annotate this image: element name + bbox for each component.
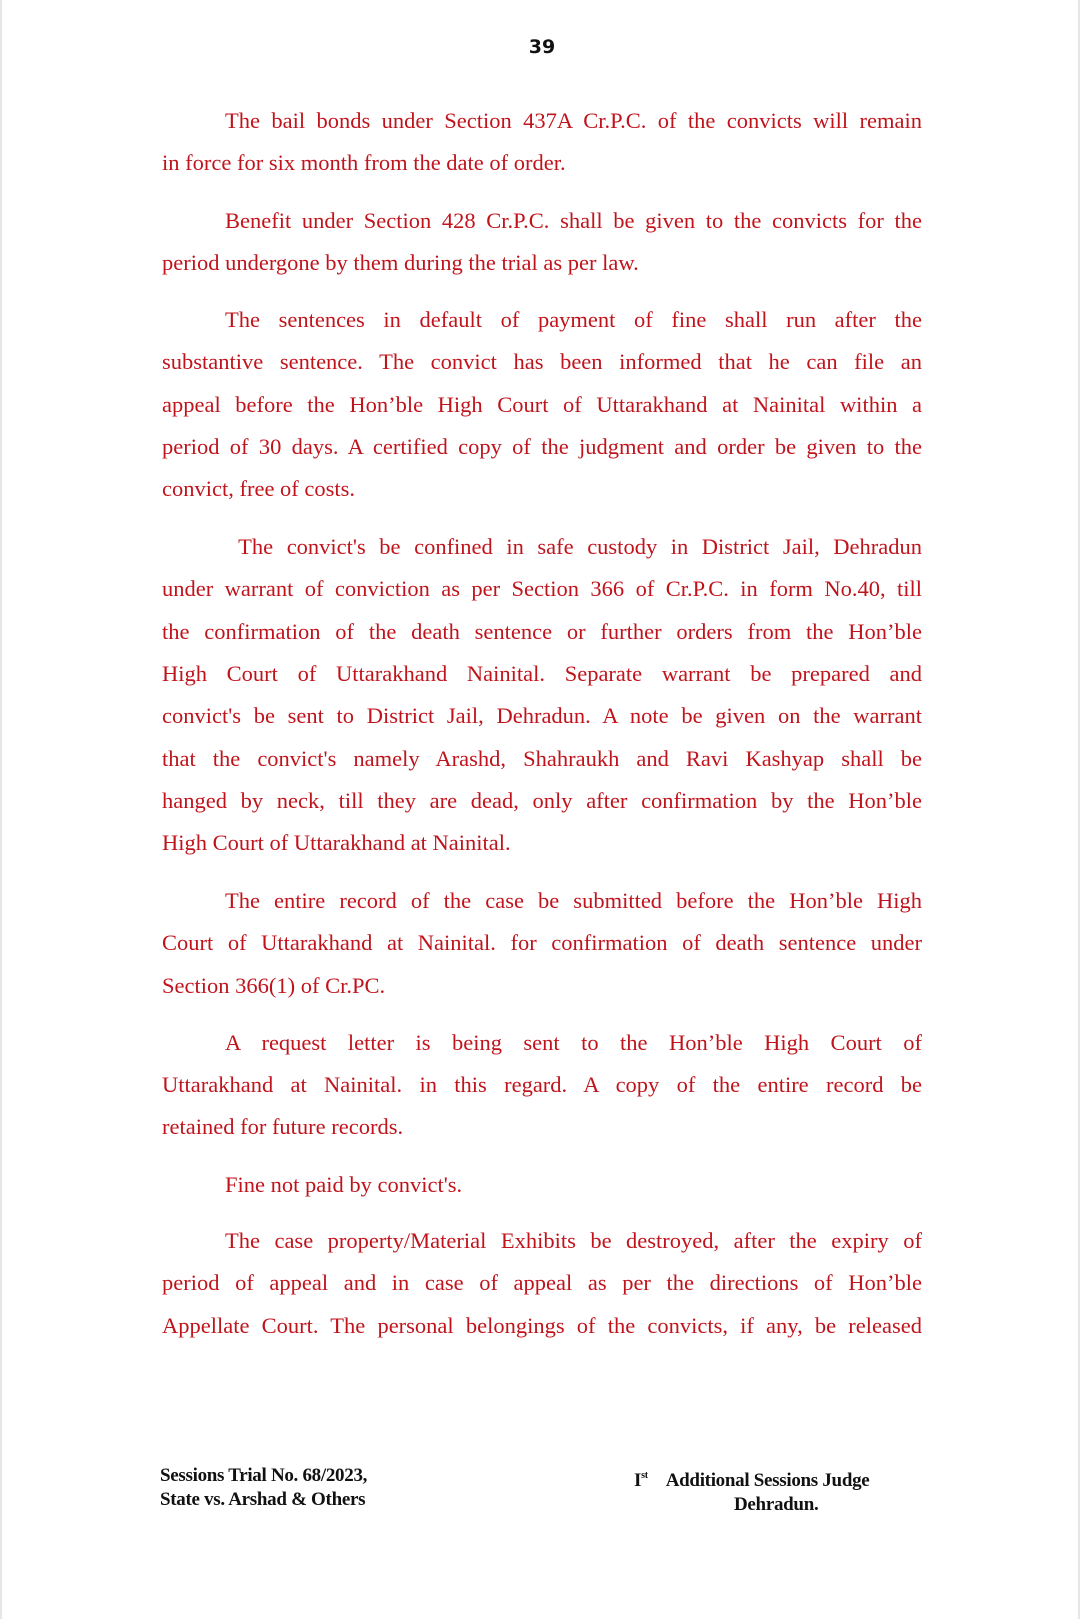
text-line: Uttarakhand at Nainital. in this regard. A copy of the entire record be [162, 1072, 922, 1097]
text-line: substantive sentence. The convict has been informed that he can file an [162, 349, 922, 374]
judge-ordinal-suffix: st [641, 1470, 648, 1481]
text-line: Benefit under Section 428 Cr.P.C. shall be given to the convicts for the [225, 208, 922, 233]
judgment-body [162, 0, 922, 1400]
case-number: Sessions Trial No. 68/2023, [160, 1465, 368, 1486]
judge-ordinal [634, 1464, 648, 1493]
text-line: convict's be sent to District Jail, Dehradun. A note be given on the warrant [162, 703, 922, 728]
text-line: Appellate Court. The personal belongings of the convicts, if any, be released [162, 1313, 922, 1338]
text-line: The case property/Material Exhibits be destroyed, after the expiry of [225, 1228, 922, 1253]
text-line: Section 366(1) of Cr.PC. [162, 973, 386, 998]
text-line: hanged by neck, till they are dead, only after confirmation by the Hon’ble [162, 788, 922, 813]
text-line: retained for future records. [162, 1114, 404, 1139]
judge-ordinal-number: I [634, 1470, 642, 1491]
text-line: Court of Uttarakhand at Nainital. for confirmation of death sentence under [162, 930, 922, 955]
text-line: The convict's be confined in safe custody in District Jail, Dehradun [225, 534, 922, 559]
text-line: Fine not paid by convict's. [225, 1172, 463, 1197]
text-line: in force for six month from the date of order. [162, 150, 566, 175]
page-number: 39 [528, 36, 556, 58]
judge-title: Additional Sessions Judge [665, 1470, 870, 1491]
text-line: that the convict's namely Arashd, Shahraukh and Ravi Kashyap shall be [162, 746, 922, 771]
text-line: period undergone by them during the trial as per law. [162, 250, 639, 275]
judge-designation [634, 1464, 914, 1517]
text-line: period of appeal and in case of appeal as per the directions of Hon’ble [162, 1270, 922, 1295]
text-line: convict, free of costs. [162, 476, 356, 501]
text-line: appeal before the Hon’ble High Court of Uttarakhand at Nainital within a [162, 392, 922, 417]
case-reference [160, 1464, 367, 1512]
text-line: the confirmation of the death sentence or further orders from the Hon’ble [162, 619, 922, 644]
case-title: State vs. Arshad & Others [160, 1489, 366, 1510]
text-line: under warrant of conviction as per Section 366 of Cr.P.C. in form No.40, till [162, 576, 922, 601]
text-line: period of 30 days. A certified copy of the judgment and order be given to the [162, 434, 922, 459]
judge-location: Dehradun. [734, 1494, 819, 1515]
text-line: High Court of Uttarakhand Nainital. Separate warrant be prepared and [162, 661, 922, 686]
text-line: High Court of Uttarakhand at Nainital. [162, 830, 511, 855]
text-line: The entire record of the case be submitted before the Hon’ble High [225, 888, 922, 913]
text-line: A request letter is being sent to the Hon’ble High Court of [225, 1030, 922, 1055]
text-line: The sentences in default of payment of fine shall run after the [225, 307, 922, 332]
text-line: The bail bonds under Section 437A Cr.P.C. of the convicts will remain [225, 108, 922, 133]
